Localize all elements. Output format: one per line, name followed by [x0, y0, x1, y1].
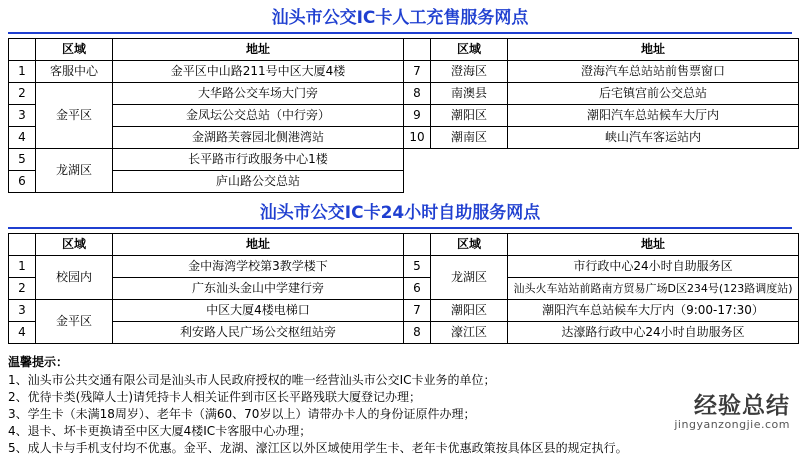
table-row	[9, 171, 799, 193]
row-address: 中区大厦4楼电梯口	[113, 300, 404, 322]
row-index: 7	[404, 61, 431, 83]
header-address-left: 地址	[113, 234, 404, 256]
watermark-main-text: 经验总结	[694, 393, 790, 419]
table-header-row	[9, 39, 799, 61]
row-address: 大华路公交车场大门旁	[113, 83, 404, 105]
section2-title: 汕头市公交IC卡24小时自助服务网点	[259, 203, 541, 223]
row-address: 潮阳汽车总站候车大厅内	[508, 105, 799, 127]
table-row	[9, 105, 799, 127]
header-address-left: 地址	[113, 39, 404, 61]
row-index: 1	[9, 61, 36, 83]
filler-cell	[508, 149, 799, 171]
table-row	[9, 278, 799, 300]
section1-table	[8, 38, 799, 193]
row-address: 金凤坛公交总站（中行旁）	[113, 105, 404, 127]
row-address: 金湖路芙蓉园北侧港湾站	[113, 127, 404, 149]
row-address: 金平区中山路211号中区大厦4楼	[113, 61, 404, 83]
watermark	[674, 395, 790, 430]
tips-title: 温馨提示：	[8, 355, 69, 369]
header-zone-right: 区域	[431, 39, 508, 61]
row-address: 达濠路行政中心24小时自助服务区	[508, 322, 799, 344]
row-address: 后宅镇宫前公交总站	[508, 83, 799, 105]
row-address: 金中海湾学校第3教学楼下	[113, 256, 404, 278]
row-zone: 校园内	[36, 256, 113, 300]
row-index: 4	[9, 322, 36, 344]
tips-line: 5、成人卡与手机支付均不优惠。金平、龙湖、濠江区以外区域使用学生卡、老年卡优惠政策按具体区县的规定执行。	[8, 441, 628, 455]
header-zone-left: 区域	[36, 234, 113, 256]
row-zone: 濠江区	[431, 322, 508, 344]
row-index: 3	[9, 105, 36, 127]
header-index-left	[9, 39, 36, 61]
row-zone: 澄海区	[431, 61, 508, 83]
row-zone: 龙湖区	[36, 149, 113, 193]
row-zone: 客服中心	[36, 61, 113, 83]
table-row	[9, 83, 799, 105]
row-index: 7	[404, 300, 431, 322]
section1-title-underline	[8, 32, 792, 34]
table-row	[9, 300, 799, 322]
row-index: 10	[404, 127, 431, 149]
filler-cell	[508, 171, 799, 193]
row-index: 8	[404, 322, 431, 344]
tips-line: 2、优待卡类(残障人士)请凭持卡人相关证件到市区长平路残联大厦登记办理；	[8, 390, 422, 404]
row-index: 2	[9, 278, 36, 300]
header-index-left	[9, 234, 36, 256]
table-row	[9, 256, 799, 278]
section-manual-service	[8, 8, 792, 193]
table-row	[9, 61, 799, 83]
section2-table	[8, 233, 799, 344]
header-index-right	[404, 234, 431, 256]
header-address-right: 地址	[508, 39, 799, 61]
row-zone: 金平区	[36, 300, 113, 344]
row-zone: 南澳县	[431, 83, 508, 105]
table-row	[9, 149, 799, 171]
row-index: 1	[9, 256, 36, 278]
row-address: 汕头火车站站前路南方贸易广场D区234号(123路调度站)	[508, 278, 799, 300]
tips-line: 3、学生卡（未满18周岁）、老年卡（满60、70岁以上）请带办卡人的身份证原件办理；	[8, 407, 476, 421]
row-index: 4	[9, 127, 36, 149]
row-index: 5	[404, 256, 431, 278]
filler-cell	[431, 149, 508, 171]
row-address: 澄海汽车总站站前售票窗口	[508, 61, 799, 83]
row-zone: 龙湖区	[431, 256, 508, 300]
row-zone: 潮南区	[431, 127, 508, 149]
row-index: 5	[9, 149, 36, 171]
row-zone: 潮阳区	[431, 105, 508, 127]
row-address: 市行政中心24小时自助服务区	[508, 256, 799, 278]
header-address-right: 地址	[508, 234, 799, 256]
row-index: 2	[9, 83, 36, 105]
header-zone-right: 区域	[431, 234, 508, 256]
row-address: 广东汕头金山中学建行旁	[113, 278, 404, 300]
tips-line: 1、汕头市公共交通有限公司是汕头市人民政府授权的唯一经营汕头市公交IC卡业务的单位；	[8, 373, 496, 387]
filler-cell	[404, 171, 431, 193]
filler-cell	[431, 171, 508, 193]
row-address: 利安路人民广场公交枢纽站旁	[113, 322, 404, 344]
filler-cell	[404, 149, 431, 171]
table-header-row	[9, 234, 799, 256]
row-index: 6	[404, 278, 431, 300]
table-row	[9, 322, 799, 344]
row-index: 9	[404, 105, 431, 127]
table-row	[9, 127, 799, 149]
tips-line: 4、退卡、坏卡更换请至中区大厦4楼IC卡客服中心办理；	[8, 424, 312, 438]
header-index-right	[404, 39, 431, 61]
header-zone-left: 区域	[36, 39, 113, 61]
row-index: 6	[9, 171, 36, 193]
row-address: 潮阳汽车总站候车大厅内（9:00-17:30）	[508, 300, 799, 322]
row-zone: 潮阳区	[431, 300, 508, 322]
section-selfservice	[8, 203, 792, 344]
watermark-sub-text: jingyanzongjie.com	[674, 418, 790, 431]
row-address: 长平路市行政服务中心1楼	[113, 149, 404, 171]
row-zone: 金平区	[36, 83, 113, 149]
section1-title: 汕头市公交IC卡人工充售服务网点	[271, 8, 529, 28]
row-address: 峡山汽车客运站内	[508, 127, 799, 149]
row-index: 3	[9, 300, 36, 322]
row-index: 8	[404, 83, 431, 105]
section2-title-underline	[8, 227, 792, 229]
row-address: 庐山路公交总站	[113, 171, 404, 193]
